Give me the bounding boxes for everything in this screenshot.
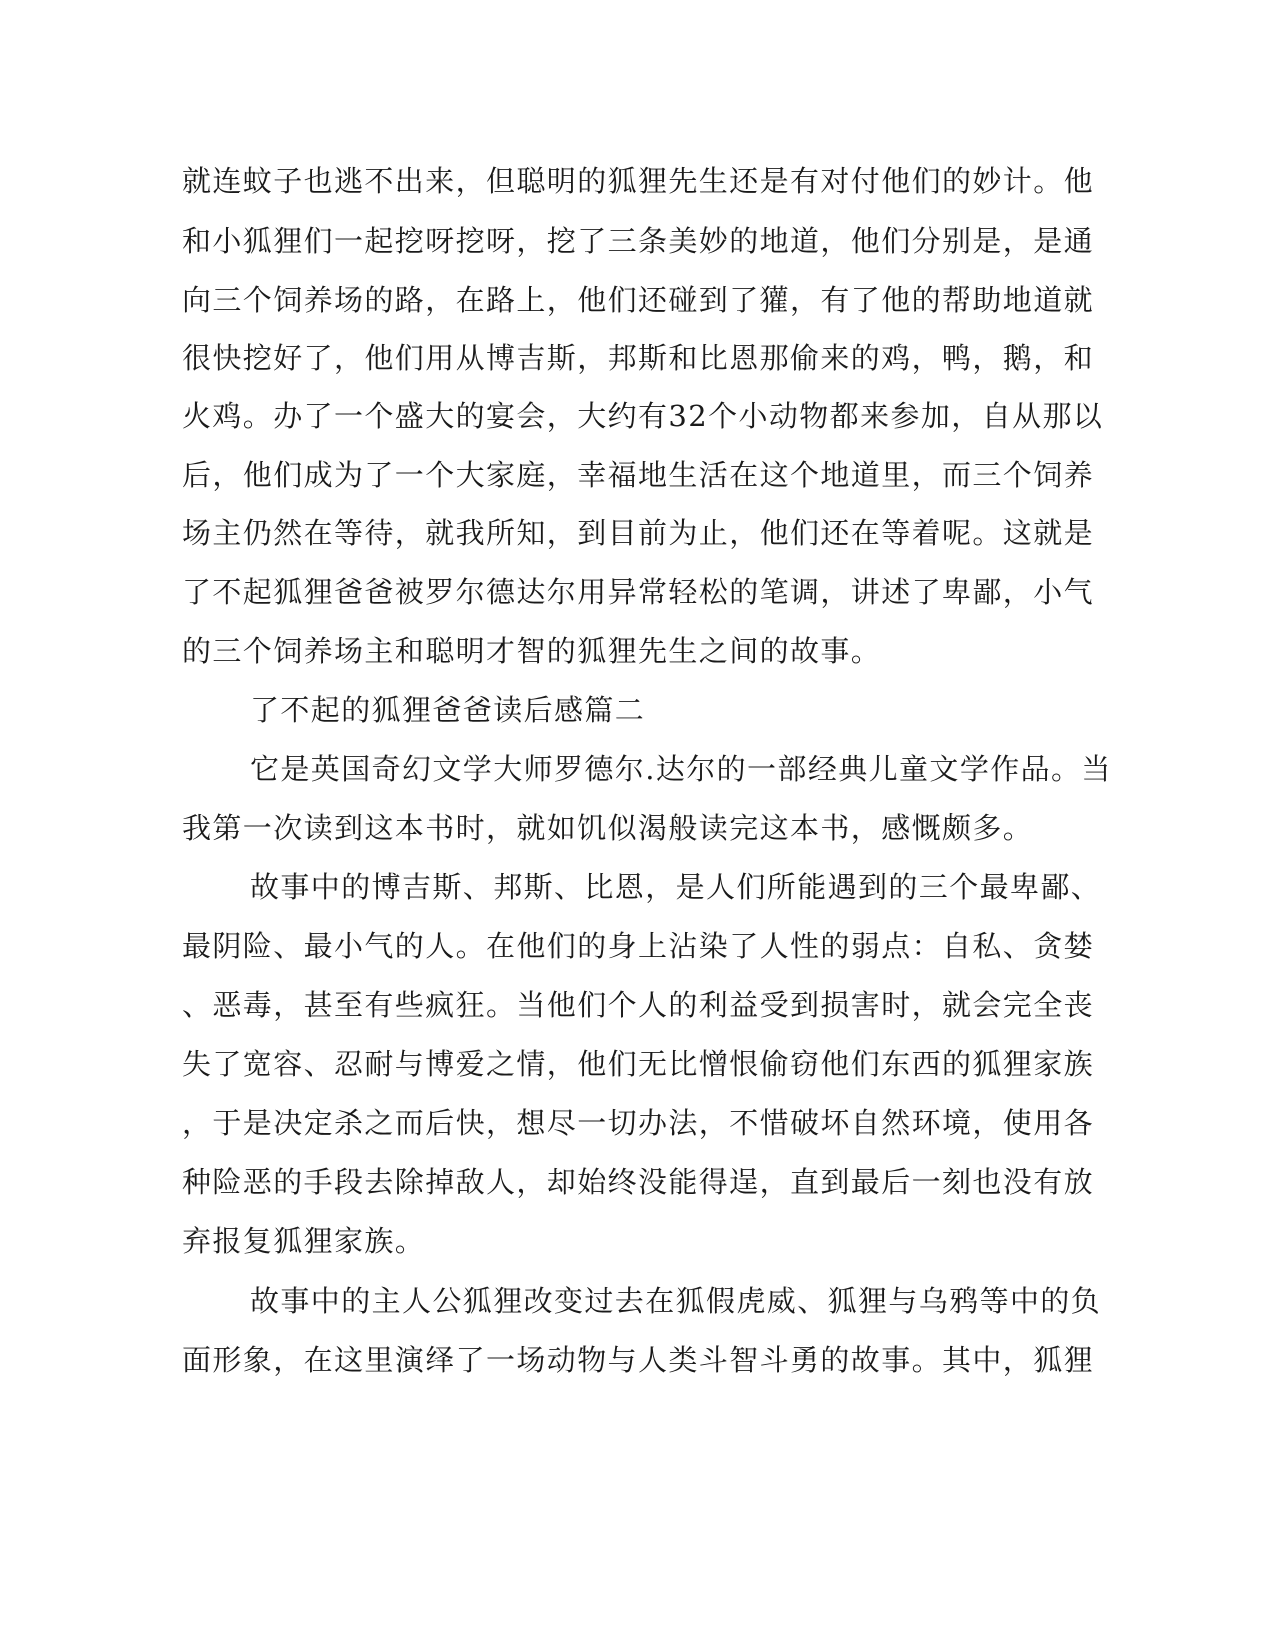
- paragraph-line: 场主仍然在等待，就我所知，到目前为止，他们还在等着呢。这就是: [182, 516, 1095, 550]
- paragraph-line: 最阴险、最小气的人。在他们的身上沾染了人性的弱点：自私、贪婪: [182, 929, 1095, 963]
- paragraph-line: 它是英国奇幻文学大师罗德尔.达尔的一部经典儿童文学作品。当: [250, 752, 1112, 786]
- paragraph-line: 种险恶的手段去除掉敌人，却始终没能得逞，直到最后一刻也没有放: [182, 1165, 1095, 1199]
- section-heading: 了不起的狐狸爸爸读后感篇二: [250, 693, 646, 727]
- paragraph-line: 、恶毒，甚至有些疯狂。当他们个人的利益受到损害时，就会完全丧: [182, 988, 1095, 1022]
- paragraph-line: 故事中的主人公狐狸改变过去在狐假虎威、狐狸与乌鸦等中的负: [250, 1284, 1102, 1318]
- paragraph-line: ，于是决定杀之而后快，想尽一切办法，不惜破坏自然环境，使用各: [182, 1106, 1095, 1140]
- paragraph-line: 的三个饲养场主和聪明才智的狐狸先生之间的故事。: [182, 634, 882, 668]
- paragraph-line: 面形象，在这里演绎了一场动物与人类斗智斗勇的故事。其中，狐狸: [182, 1343, 1095, 1377]
- paragraph-line: 故事中的博吉斯、邦斯、比恩，是人们所能遇到的三个最卑鄙、: [250, 870, 1102, 904]
- paragraph-line: 失了宽容、忍耐与博爱之情，他们无比憎恨偷窃他们东西的狐狸家族: [182, 1047, 1095, 1081]
- paragraph-line: 就连蚊子也逃不出来，但聪明的狐狸先生还是有对付他们的妙计。他: [182, 164, 1095, 198]
- paragraph-line: 很快挖好了，他们用从博吉斯，邦斯和比恩那偷来的鸡，鸭，鹅，和: [182, 341, 1095, 375]
- paragraph-line: 和小狐狸们一起挖呀挖呀，挖了三条美妙的地道，他们分别是，是通: [182, 224, 1095, 258]
- paragraph-line: 了不起狐狸爸爸被罗尔德达尔用异常轻松的笔调，讲述了卑鄙，小气: [182, 575, 1095, 609]
- paragraph-line: 向三个饲养场的路，在路上，他们还碰到了獾，有了他的帮助地道就: [182, 283, 1095, 317]
- paragraph-line: 后，他们成为了一个大家庭，幸福地生活在这个地道里，而三个饲养: [182, 458, 1095, 492]
- paragraph-line: 弃报复狐狸家族。: [182, 1224, 426, 1258]
- paragraph-line: 我第一次读到这本书时，就如饥似渴般读完这本书，感慨颇多。: [182, 811, 1034, 845]
- paragraph-line: 火鸡。办了一个盛大的宴会，大约有32个小动物都来参加，自从那以: [182, 399, 1104, 433]
